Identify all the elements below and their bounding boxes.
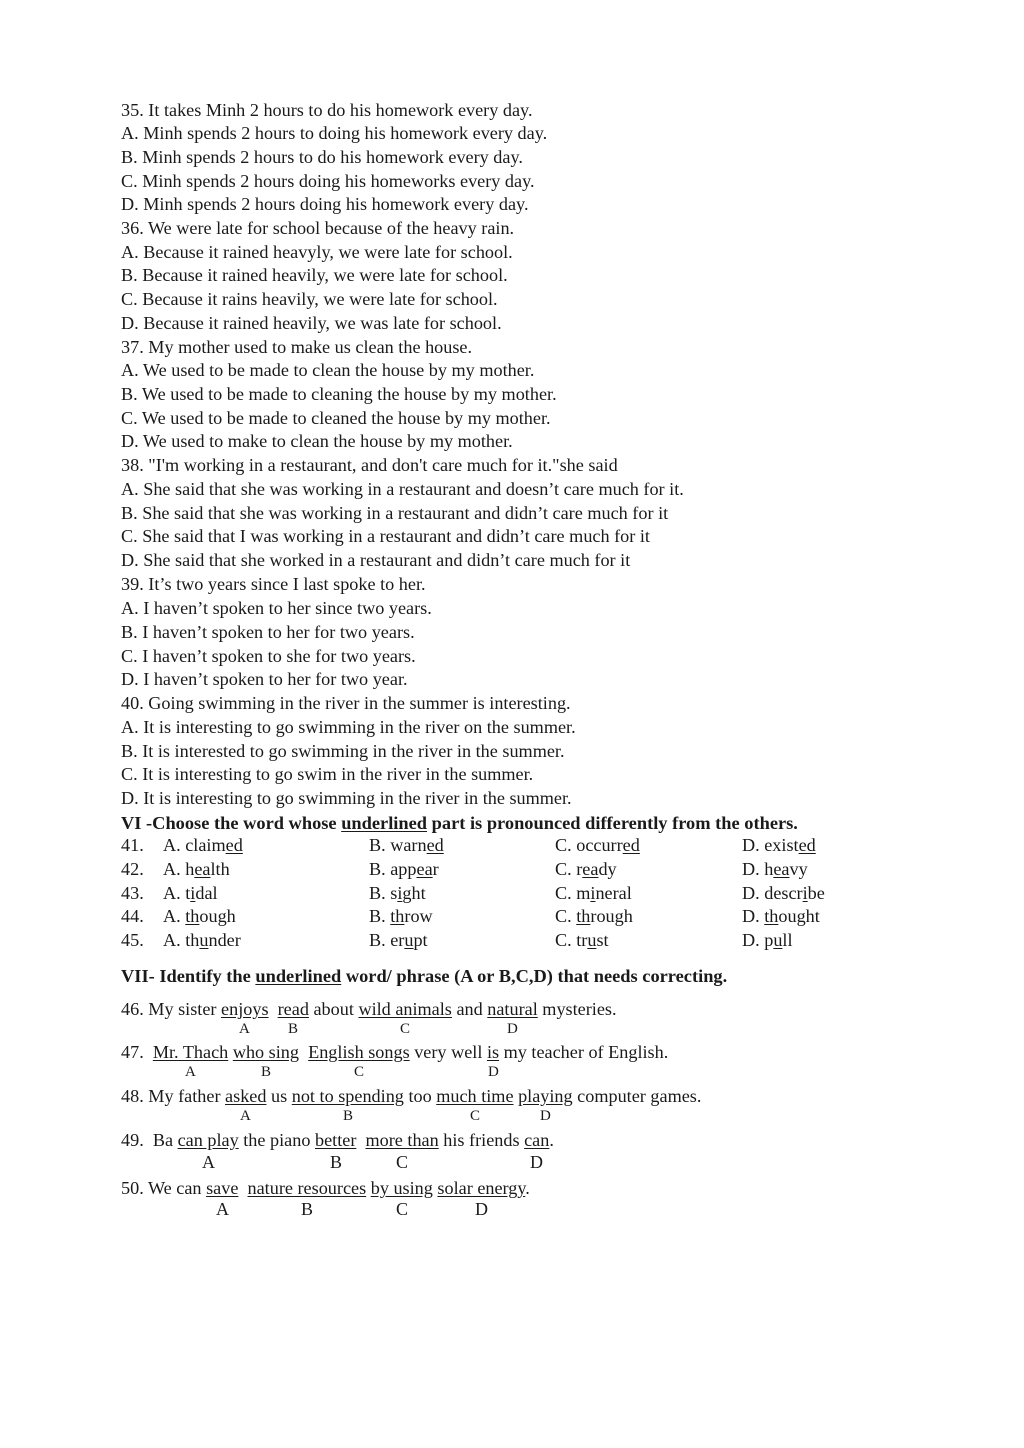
word-part: D. h bbox=[742, 859, 774, 879]
option-d: D. I haven’t spoken to her for two year. bbox=[121, 669, 408, 689]
word-option bbox=[163, 930, 241, 951]
item-number: 44. bbox=[121, 906, 144, 926]
sentence-text bbox=[238, 1178, 247, 1198]
word-part: be bbox=[807, 883, 825, 903]
sentence-text: computer games. bbox=[572, 1086, 702, 1106]
word-option bbox=[742, 930, 793, 951]
sentence-text: 48. My father bbox=[121, 1086, 226, 1106]
item-number: 43. bbox=[121, 883, 144, 903]
word-part: r bbox=[432, 859, 439, 879]
underlined-segment: can bbox=[524, 1130, 550, 1150]
option-c: C. She said that I was working in a restaurant and didn’t care much for it bbox=[121, 526, 650, 546]
underlined-segment: who sing bbox=[232, 1042, 299, 1062]
answer-letter-label: B bbox=[261, 1064, 272, 1080]
word-option bbox=[555, 906, 633, 927]
underlined-segment: English songs bbox=[308, 1042, 410, 1062]
underlined-letters: ed bbox=[426, 835, 444, 855]
option-b: B. It is interested to go swimming in the river in the summer. bbox=[121, 741, 565, 761]
section-6-heading bbox=[121, 812, 798, 834]
section-7-heading bbox=[121, 965, 727, 987]
underlined-letters: ea bbox=[582, 859, 599, 879]
sentence bbox=[121, 1085, 701, 1107]
sentence bbox=[121, 1041, 668, 1063]
word-part: vy bbox=[789, 859, 808, 879]
sentence-text: mysteries. bbox=[537, 999, 617, 1019]
underlined-letters: i bbox=[802, 883, 808, 903]
underlined-segment: nature resources bbox=[247, 1178, 367, 1198]
word-part: B. bbox=[369, 906, 391, 926]
option-c: C. Because it rains heavily, we were late for school. bbox=[121, 289, 498, 309]
question-stem: 36. We were late for school because of the heavy rain. bbox=[121, 218, 515, 238]
answer-letter-label: D bbox=[507, 1021, 518, 1037]
word-option bbox=[369, 859, 439, 880]
word-option bbox=[369, 930, 428, 951]
underlined-letters: u bbox=[773, 930, 783, 950]
word-part: lth bbox=[210, 859, 230, 879]
word-part: D. bbox=[742, 906, 765, 926]
word-option bbox=[555, 835, 640, 856]
item-number: 42. bbox=[121, 859, 144, 879]
heading-text: VI -Choose the word whose bbox=[121, 813, 342, 833]
sentence-text: . bbox=[549, 1130, 554, 1150]
sentence-text: 49. Ba bbox=[121, 1130, 178, 1150]
option-c: C. We used to be made to cleaned the house by my mother. bbox=[121, 408, 551, 428]
sentence-text: too bbox=[403, 1086, 437, 1106]
sentence bbox=[121, 998, 617, 1020]
word-option bbox=[369, 883, 426, 904]
word-part: D. exist bbox=[742, 835, 799, 855]
word-part: B. app bbox=[369, 859, 417, 879]
underlined-segment: save bbox=[206, 1178, 239, 1198]
answer-letter-label: D bbox=[475, 1199, 488, 1219]
word-part: C. tr bbox=[555, 930, 588, 950]
answer-letter-label: C bbox=[400, 1021, 411, 1037]
word-option bbox=[369, 906, 433, 927]
sentence-text bbox=[299, 1042, 308, 1062]
underlined-letters: th bbox=[576, 906, 591, 926]
sentence-text: my teacher of English. bbox=[499, 1042, 669, 1062]
underlined-segment: Mr. Thach bbox=[152, 1042, 229, 1062]
answer-letter-label: C bbox=[354, 1064, 365, 1080]
underlined-letters: ed bbox=[225, 835, 243, 855]
answer-letter-label: B bbox=[330, 1152, 343, 1172]
underlined-letters: th bbox=[764, 906, 779, 926]
option-a: A. Minh spends 2 hours to doing his homework every day. bbox=[121, 123, 548, 143]
underlined-segment: better bbox=[314, 1130, 357, 1150]
underlined-segment: solar energy bbox=[437, 1178, 526, 1198]
heading-underlined-word: underlined bbox=[255, 966, 342, 986]
underlined-letters: u bbox=[404, 930, 414, 950]
option-a: A. Because it rained heavyly, we were late for school. bbox=[121, 242, 513, 262]
word-part: B. er bbox=[369, 930, 405, 950]
underlined-letters: u bbox=[587, 930, 597, 950]
question-stem: 40. Going swimming in the river in the summer is interesting. bbox=[121, 693, 571, 713]
word-part: neral bbox=[595, 883, 632, 903]
sentence-text: very well bbox=[409, 1042, 487, 1062]
option-a: A. We used to be made to clean the house by my mother. bbox=[121, 360, 535, 380]
word-option bbox=[555, 883, 632, 904]
underlined-segment: much time bbox=[436, 1086, 514, 1106]
question-stem: 39. It’s two years since I last spoke to her. bbox=[121, 574, 426, 594]
option-c: C. Minh spends 2 hours doing his homeworks every day. bbox=[121, 171, 535, 191]
word-part: D. p bbox=[742, 930, 774, 950]
sentence-text: and bbox=[451, 999, 488, 1019]
option-b: B. I haven’t spoken to her for two years. bbox=[121, 622, 415, 642]
word-option bbox=[555, 930, 609, 951]
option-a: A. I haven’t spoken to her since two years. bbox=[121, 598, 432, 618]
sentence-text: . bbox=[525, 1178, 530, 1198]
item-number: 41. bbox=[121, 835, 144, 855]
heading-text: word/ phrase (A or B,C,D) that needs correcting. bbox=[341, 966, 728, 986]
underlined-letters: ed bbox=[622, 835, 640, 855]
answer-letter-label: D bbox=[530, 1152, 543, 1172]
word-part: A. h bbox=[163, 859, 195, 879]
word-part: nder bbox=[208, 930, 241, 950]
option-b: B. Minh spends 2 hours to do his homework every day. bbox=[121, 147, 523, 167]
word-option bbox=[742, 859, 808, 880]
word-part: D. descr bbox=[742, 883, 803, 903]
underlined-segment: not to spending bbox=[291, 1086, 404, 1106]
answer-letter-label: A bbox=[185, 1064, 196, 1080]
word-part: B. s bbox=[369, 883, 398, 903]
sentence-text: the piano bbox=[238, 1130, 315, 1150]
underlined-segment: more than bbox=[365, 1130, 439, 1150]
underlined-segment: is bbox=[486, 1042, 500, 1062]
option-c: C. It is interesting to go swim in the river in the summer. bbox=[121, 764, 534, 784]
word-part: A. claim bbox=[163, 835, 226, 855]
answer-letter-label: B bbox=[301, 1199, 314, 1219]
underlined-segment: can play bbox=[177, 1130, 239, 1150]
underlined-segment: enjoys bbox=[221, 999, 269, 1019]
underlined-letters: i bbox=[590, 883, 596, 903]
word-part: dal bbox=[195, 883, 218, 903]
word-option bbox=[369, 835, 444, 856]
answer-letter-label: C bbox=[396, 1199, 409, 1219]
word-option bbox=[163, 906, 236, 927]
underlined-letters: ea bbox=[194, 859, 211, 879]
heading-text: VII- Identify the bbox=[121, 966, 256, 986]
word-part: dy bbox=[598, 859, 617, 879]
option-d: D. Minh spends 2 hours doing his homework every day. bbox=[121, 194, 529, 214]
answer-letter-label: D bbox=[540, 1108, 551, 1124]
word-option bbox=[742, 906, 820, 927]
item-number: 45. bbox=[121, 930, 144, 950]
underlined-letters: i bbox=[190, 883, 196, 903]
option-c: C. I haven’t spoken to she for two years. bbox=[121, 646, 416, 666]
sentence bbox=[121, 1177, 530, 1199]
word-option bbox=[555, 859, 617, 880]
question-stem: 35. It takes Minh 2 hours to do his homework every day. bbox=[121, 100, 533, 120]
option-d: D. She said that she worked in a restaurant and didn’t care much for it bbox=[121, 550, 631, 570]
answer-letter-label: D bbox=[488, 1064, 499, 1080]
word-part: C. bbox=[555, 906, 577, 926]
underlined-letters: th bbox=[390, 906, 405, 926]
underlined-letters: ed bbox=[798, 835, 816, 855]
word-part: A. bbox=[163, 906, 186, 926]
word-part: ll bbox=[782, 930, 793, 950]
word-part: rough bbox=[590, 906, 633, 926]
underlined-segment: playing bbox=[518, 1086, 573, 1106]
option-d: D. Because it rained heavily, we was late for school. bbox=[121, 313, 502, 333]
underlined-letters: u bbox=[199, 930, 209, 950]
sentence-text: about bbox=[308, 999, 359, 1019]
heading-underlined-word: underlined bbox=[341, 813, 428, 833]
option-b: B. She said that she was working in a restaurant and didn’t care much for it bbox=[121, 503, 669, 523]
word-option bbox=[742, 835, 816, 856]
sentence-text: us bbox=[266, 1086, 292, 1106]
answer-letter-label: B bbox=[288, 1021, 299, 1037]
word-part: ought bbox=[778, 906, 820, 926]
option-d: D. We used to make to clean the house by my mother. bbox=[121, 431, 513, 451]
answer-letter-label: B bbox=[343, 1108, 354, 1124]
option-d: D. It is interesting to go swimming in the river in the summer. bbox=[121, 788, 572, 808]
word-part: pt bbox=[413, 930, 428, 950]
answer-letter-label: C bbox=[470, 1108, 481, 1124]
word-option bbox=[742, 883, 825, 904]
sentence-text: 47. bbox=[121, 1042, 153, 1062]
word-option bbox=[163, 883, 218, 904]
answer-letter-label: A bbox=[216, 1199, 229, 1219]
word-part: ght bbox=[402, 883, 426, 903]
answer-letter-label: A bbox=[240, 1108, 251, 1124]
option-a: A. It is interesting to go swimming in the river on the summer. bbox=[121, 717, 576, 737]
option-b: B. Because it rained heavily, we were late for school. bbox=[121, 265, 508, 285]
answer-letter-label: C bbox=[396, 1152, 409, 1172]
underlined-segment: by using bbox=[370, 1178, 433, 1198]
word-part: B. warn bbox=[369, 835, 427, 855]
word-option bbox=[163, 859, 230, 880]
underlined-segment: read bbox=[277, 999, 309, 1019]
underlined-letters: ea bbox=[773, 859, 790, 879]
underlined-letters: i bbox=[397, 883, 403, 903]
word-part: C. occurr bbox=[555, 835, 623, 855]
underlined-segment: asked bbox=[225, 1086, 267, 1106]
sentence-text: his friends bbox=[438, 1130, 525, 1150]
underlined-letters: ea bbox=[416, 859, 433, 879]
word-part: st bbox=[596, 930, 609, 950]
word-part: A. th bbox=[163, 930, 200, 950]
option-a: A. She said that she was working in a restaurant and doesn’t care much for it. bbox=[121, 479, 684, 499]
underlined-segment: wild animals bbox=[358, 999, 452, 1019]
sentence-text: 46. My sister bbox=[121, 999, 222, 1019]
answer-letter-label: A bbox=[239, 1021, 250, 1037]
option-b: B. We used to be made to cleaning the house by my mother. bbox=[121, 384, 557, 404]
word-part: C. m bbox=[555, 883, 591, 903]
sentence-text bbox=[269, 999, 278, 1019]
word-part: row bbox=[404, 906, 433, 926]
word-part: A. t bbox=[163, 883, 191, 903]
heading-text: part is pronounced differently from the others. bbox=[427, 813, 798, 833]
word-part: C. r bbox=[555, 859, 583, 879]
sentence bbox=[121, 1129, 554, 1151]
word-option bbox=[163, 835, 243, 856]
underlined-segment: natural bbox=[487, 999, 538, 1019]
question-stem: 38. "I'm working in a restaurant, and don't care much for it."she said bbox=[121, 455, 618, 475]
answer-letter-label: A bbox=[202, 1152, 215, 1172]
question-stem: 37. My mother used to make us clean the house. bbox=[121, 337, 473, 357]
word-part: ough bbox=[199, 906, 236, 926]
sentence-text: 50. We can bbox=[121, 1178, 207, 1198]
underlined-letters: th bbox=[185, 906, 200, 926]
